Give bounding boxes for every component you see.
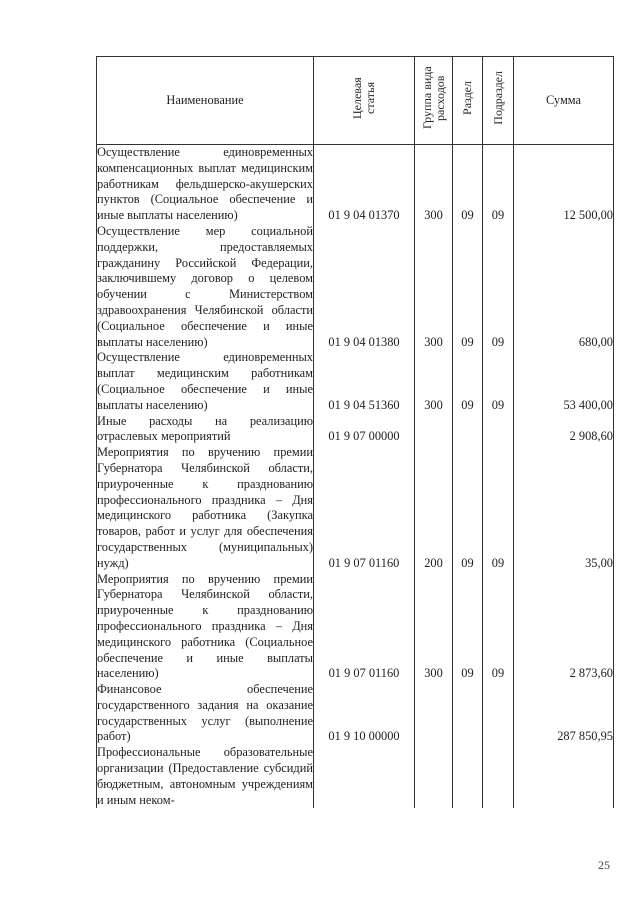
cell-name: Осуществление единовременных компенсационных выплат медицинским работникам фельдшерско-акушерских пунктов (Социальное обеспечение и иные выплаты населению) [97,145,313,223]
cell-sum: 12 500,00 [514,145,614,224]
table-body [97,145,614,809]
budget-table [96,56,614,808]
cell-target: 01 9 04 51360 [314,350,415,413]
cell-section: 09 [453,572,483,683]
header-target: Целевая статья [314,57,415,145]
table-row [97,745,614,808]
cell-sum: 287 850,95 [514,682,614,745]
cell-sum: 2 908,60 [514,414,614,446]
header-row [97,57,614,145]
cell-subsection: 09 [483,445,514,571]
cell-group: 300 [415,145,453,224]
cell-section [453,682,483,745]
page-number: 25 [598,858,610,872]
cell-subsection: 09 [483,224,514,350]
header-name: Наименование [97,57,314,145]
cell-group: 300 [415,572,453,683]
cell-section: 09 [453,350,483,413]
cell-sum: 2 873,60 [514,572,614,683]
cell-section: 09 [453,445,483,571]
table-row [97,145,614,224]
cell-subsection: 09 [483,145,514,224]
cell-sum: 35,00 [514,445,614,571]
cell-name: Осуществление единовременных выплат медицинским работникам (Социальное обеспечение и иные выплаты населению) [97,350,313,412]
cell-subsection: 09 [483,572,514,683]
header-section: Раздел [453,57,483,145]
cell-sum: 680,00 [514,224,614,350]
cell-subsection: 09 [483,350,514,413]
cell-name: Мероприятия по вручению премии Губернатора Челябинской области, приуроченные к празднованию профессионального праздника – Дня медицинского работника (Социальное обеспечение и иные выплаты населению) [97,571,313,681]
header-sum: Сумма [514,57,614,145]
table-row [97,350,614,413]
cell-target: 01 9 07 01160 [314,445,415,571]
cell-name: Мероприятия по вручению премии Губернатора Челябинской области, приуроченные к празднованию профессионального праздника – Дня медицинского работника (Закупка товаров, работ и услуг для обеспечения государственных (муниципальных) нужд) [97,445,313,570]
cell-target [314,745,415,808]
cell-target: 01 9 04 01370 [314,145,415,224]
cell-sum [514,745,614,808]
table-row [97,224,614,350]
cell-target: 01 9 10 00000 [314,682,415,745]
cell-sum: 53 400,00 [514,350,614,413]
cell-group: 200 [415,445,453,571]
table-row [97,445,614,571]
cell-name: Иные расходы на реализацию отраслевых мероприятий [97,413,313,444]
header-subsection: Подраздел [483,57,514,145]
cell-subsection [483,414,514,446]
header-group: Группа вида расходов [415,57,453,145]
cell-group: 300 [415,350,453,413]
cell-section [453,414,483,446]
cell-section: 09 [453,224,483,350]
cell-group [415,745,453,808]
cell-section: 09 [453,145,483,224]
cell-subsection [483,745,514,808]
table-row [97,414,614,446]
cell-section [453,745,483,808]
cell-name: Осуществление мер социальной поддержки, предоставляемых гражданину Российской Федерации, заключившему договор о целевом обучении с Министерством здравоохранения Челябинской области (Социальное обеспечение и иные выплаты населению) [97,223,313,349]
cell-group: 300 [415,224,453,350]
cell-group [415,682,453,745]
cell-name: Финансовое обеспечение государственного задания на оказание государственных услуг (выполнение работ) [97,682,313,744]
cell-target: 01 9 07 01160 [314,572,415,683]
table-row [97,682,614,745]
cell-name: Профессиональные образовательные организации (Предоставление субсидий бюджетным, автономным учреждениям и иным неком- [97,745,313,807]
cell-target: 01 9 07 00000 [314,414,415,446]
cell-group [415,414,453,446]
cell-target: 01 9 04 01380 [314,224,415,350]
cell-subsection [483,682,514,745]
table-row [97,572,614,683]
